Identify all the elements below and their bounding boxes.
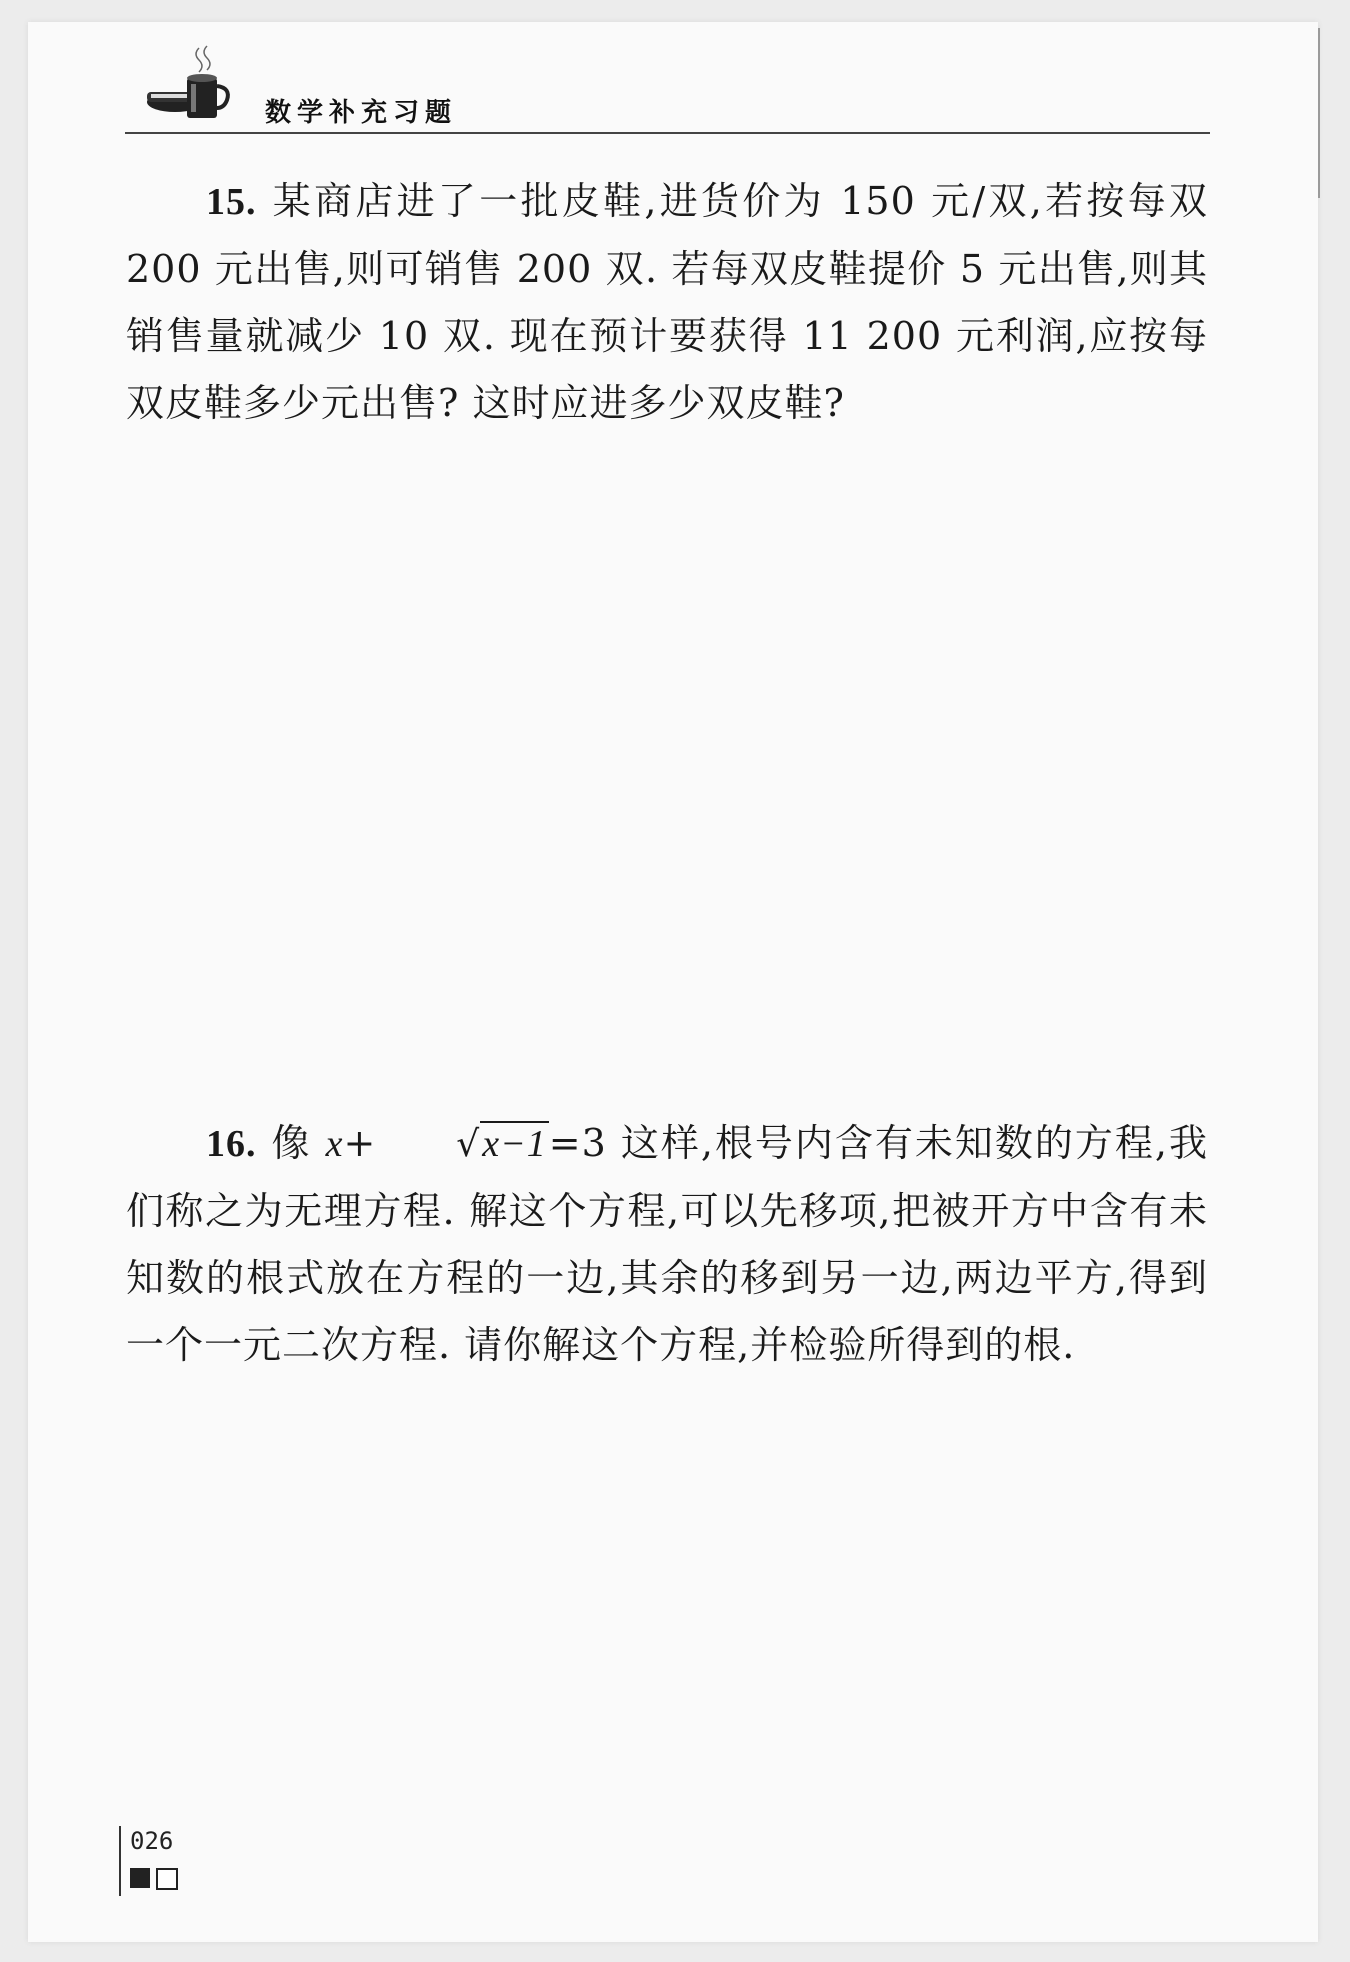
square-root-expression [376, 1110, 548, 1178]
radical-sign-icon: √ [456, 1124, 481, 1165]
problem-text: 这样,根号内含有未知数的方程,我们称之为无理方程. 解这个方程,可以先移项,把被开方中含有未知数的根式放在方程的一边,其余的移到另一边,两边平方,得到一个一元二次方程. 请你解这个方程,并检验所得到的根. [126, 1121, 1208, 1367]
book-title: 数学补充习题 [265, 98, 458, 128]
problem-15 [126, 168, 1208, 437]
empty-square-icon [156, 1868, 178, 1890]
problem-number: 15. [206, 181, 257, 223]
problem-16 [126, 1110, 1208, 1379]
problem-text: 某商店进了一批皮鞋,进货价为 150 元/双,若按每双 200 元出售,则可销售 200 双. 若每双皮鞋提价 5 元出售,则其销售量就减少 10 双. 现在预计要获得 11 200 元利润,应按每双皮鞋多少元出售? 这时应进多少双皮鞋? [126, 179, 1208, 425]
problem-number: 16. [206, 1123, 257, 1165]
equation-variable: x [325, 1123, 344, 1165]
equation-plus: + [343, 1121, 377, 1165]
page-header [125, 40, 1210, 134]
problem-lead: 像 [270, 1121, 312, 1165]
coffee-cup-book-icon [147, 44, 237, 128]
radicand: x−1 [482, 1123, 547, 1165]
page-edge-line [1318, 28, 1320, 198]
equation-rhs: =3 [548, 1121, 607, 1165]
page-number: 026 [130, 1827, 174, 1855]
footer-divider [119, 1826, 121, 1896]
filled-square-icon [130, 1868, 150, 1888]
